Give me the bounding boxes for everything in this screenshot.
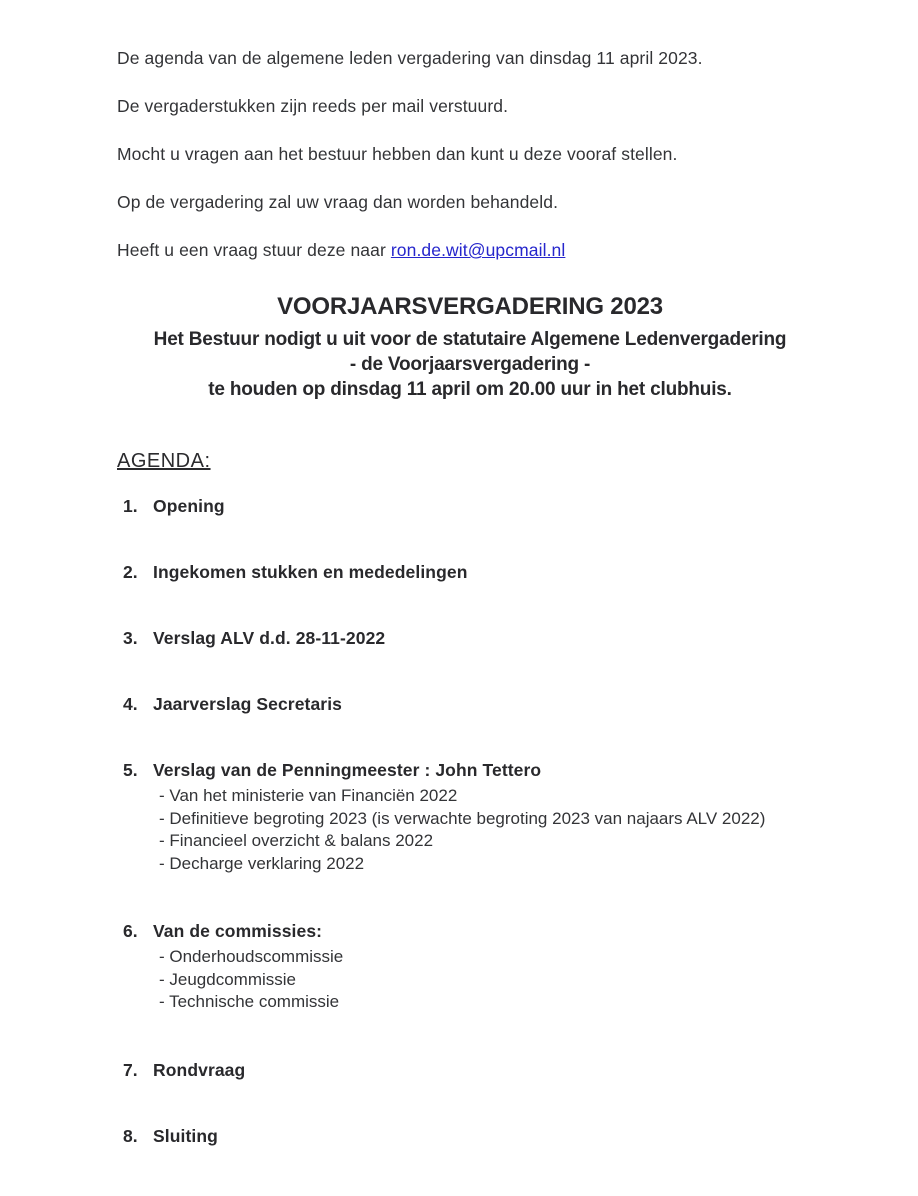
email-link[interactable]: ron.de.wit@upcmail.nl [390, 240, 566, 260]
intro-paragraphs [117, 48, 878, 212]
announcement-line: Het Bestuur nodigt u uit voor de statutaire Algemene Ledenvergadering [153, 329, 787, 350]
agenda-item-number: 2. [123, 562, 138, 582]
contact-line [117, 240, 878, 260]
agenda-sub-item: - Decharge verklaring 2022 [159, 853, 365, 873]
agenda-item-label: Ingekomen stukken en mededelingen [153, 562, 468, 582]
intro-paragraph: De vergaderstukken zijn reeds per mail verstuurd. [117, 96, 509, 116]
agenda-sub-item: - Jeugdcommissie [159, 969, 296, 989]
agenda-item-number: 8. [123, 1125, 138, 1146]
agenda-item-label: Sluiting [153, 1125, 218, 1146]
agenda-section [117, 450, 878, 1146]
agenda-item [123, 497, 878, 516]
announcement-lines [22, 327, 918, 402]
agenda-item-number: 7. [123, 1059, 138, 1080]
intro-section [117, 48, 878, 260]
agenda-item-label: Rondvraag [153, 1059, 246, 1080]
agenda-item-number: 6. [123, 921, 138, 941]
agenda-heading: AGENDA: [117, 450, 211, 472]
contact-text: Heeft u een vraag stuur deze naar [117, 240, 391, 260]
announcement-line: te houden op dinsdag 11 april om 20.00 uur in het clubhuis. [208, 379, 732, 400]
agenda-item [123, 563, 878, 582]
announcement-title: VOORJAARSVERGADERING 2023 [277, 293, 663, 320]
agenda-item-label: Opening [153, 496, 225, 516]
agenda-item-label: Verslag ALV d.d. 28-11-2022 [153, 628, 386, 648]
agenda-item [123, 1127, 878, 1146]
agenda-item-number: 1. [123, 496, 138, 516]
agenda-item-number: 5. [123, 760, 138, 780]
intro-paragraph: Op de vergadering zal uw vraag dan worden behandeld. [117, 192, 559, 212]
announcement-section [0, 292, 918, 402]
agenda-item [123, 629, 878, 648]
intro-paragraph: De agenda van de algemene leden vergadering van dinsdag 11 april 2023. [117, 48, 703, 68]
agenda-item-number: 4. [123, 694, 138, 714]
agenda-sub-item: - Onderhoudscommissie [159, 947, 344, 966]
announcement-line: - de Voorjaarsvergadering - [349, 354, 591, 375]
agenda-item [123, 761, 878, 875]
agenda-sub-item: - Technische commissie [159, 992, 340, 1011]
agenda-sub-item: - Financieel overzicht & balans 2022 [159, 831, 434, 850]
agenda-item [123, 695, 878, 714]
agenda-item-label: Jaarverslag Secretaris [153, 694, 343, 714]
agenda-item-label: Verslag van de Penningmeester : John Tettero [153, 760, 542, 780]
agenda-sub-item: - Van het ministerie van Financiën 2022 [159, 786, 458, 805]
intro-paragraph: Mocht u vragen aan het bestuur hebben dan kunt u deze vooraf stellen. [117, 144, 678, 164]
agenda-item [123, 922, 878, 1014]
agenda-list [117, 497, 878, 1146]
agenda-sub-item: - Definitieve begroting 2023 (is verwachte begroting 2023 van najaars ALV 2022) [159, 808, 766, 828]
agenda-item [123, 1061, 878, 1080]
agenda-item-label: Van de commissies: [153, 921, 323, 941]
agenda-item-number: 3. [123, 628, 138, 648]
